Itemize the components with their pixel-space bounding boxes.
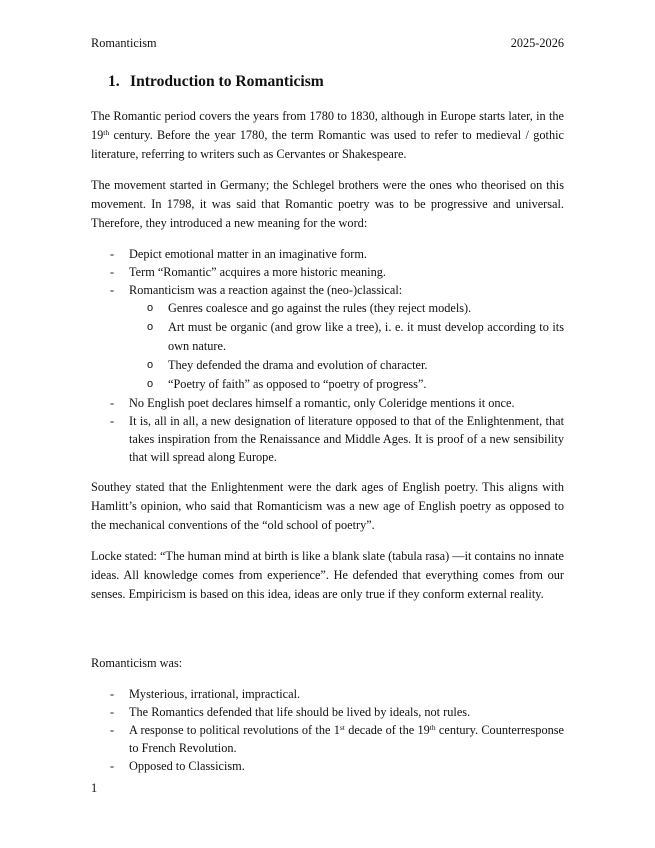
section-number: 1.	[108, 73, 120, 90]
sub-list-item	[129, 356, 564, 375]
document-body	[91, 107, 564, 787]
circle-bullet: o	[147, 321, 154, 333]
dash-bullet: -	[110, 283, 115, 297]
dash-bullet: -	[110, 687, 115, 701]
paragraph-text: century. Before the year 1780, the term Romantic was used to refer to medieval / gothic literature, referring to writers such as Cervantes or Shakespeare.	[91, 128, 564, 161]
superscript: th	[103, 128, 110, 137]
dash-bullet: -	[110, 247, 115, 261]
section-heading	[108, 73, 324, 91]
header-left: Romanticism	[91, 36, 157, 50]
dash-bullet: -	[110, 723, 115, 737]
list-item-text: Opposed to Classicism.	[129, 759, 245, 773]
circle-bullet: o	[147, 378, 154, 390]
sub-list-item	[129, 299, 564, 318]
bullet-list-meaning	[91, 245, 564, 466]
list-item-text: Genres coalesce and go against the rules (they reject models).	[168, 301, 472, 315]
list-item-text: decade of the 19	[344, 723, 430, 737]
paragraph-southey: Southey stated that the Enlightenment were the dark ages of English poetry. This aligns with Hamlitt’s opinion, who said that Romanticism was a new age of English poetry as opposed to the mechanical conventions of the “old school of poetry”.	[91, 480, 564, 532]
paragraph-romanticism-was: Romanticism was:	[91, 656, 183, 670]
list-item	[91, 721, 564, 757]
list-item-text: “Poetry of faith” as opposed to “poetry of progress”.	[168, 377, 427, 391]
dash-bullet: -	[110, 396, 115, 410]
list-item	[91, 281, 564, 394]
list-item	[91, 394, 564, 412]
superscript: th	[429, 723, 436, 732]
dash-bullet: -	[110, 265, 115, 279]
sub-list-item	[129, 318, 564, 356]
list-item-text: It is, all in all, a new designation of literature opposed to that of the Enlightenment, that takes inspiration from the Renaissance and Middle Ages. It is proof of a new sensibility that will spread along Europe.	[129, 414, 564, 464]
list-item-text: Romanticism was a reaction against the (neo-)classical:	[129, 283, 403, 297]
list-item	[91, 703, 564, 721]
paragraph-germany: The movement started in Germany; the Schlegel brothers were the ones who theorised on this movement. In 1798, it was said that Romantic poetry was to be progressive and universal. Therefore, they introduced a new meaning for the word:	[91, 178, 564, 230]
paragraph-text: The Romantic period covers the years from 1780 to 1830, although in Europe starts later, in the 19	[91, 109, 564, 142]
dash-bullet: -	[110, 705, 115, 719]
list-item-text: Art must be organic (and grow like a tree), i. e. it must develop according to its own nature.	[168, 320, 564, 353]
list-item-text: century. Counterresponse to French Revolution.	[129, 723, 564, 755]
list-item-text: No English poet declares himself a romantic, only Coleridge mentions it once.	[129, 396, 515, 410]
list-item	[91, 263, 564, 281]
list-item	[91, 757, 564, 775]
blank-space	[91, 616, 564, 654]
paragraph-intro	[91, 107, 564, 164]
header-right: 2025-2026	[510, 36, 564, 50]
section-title: Introduction to Romanticism	[130, 73, 324, 90]
dash-bullet: -	[110, 759, 115, 773]
list-item	[91, 412, 564, 466]
list-item-text: Mysterious, irrational, impractical.	[129, 687, 301, 701]
list-item	[91, 245, 564, 263]
list-item-text: They defended the drama and evolution of character.	[168, 358, 428, 372]
list-item-text: A response to political revolutions of the 1	[129, 723, 340, 737]
superscript: st	[339, 723, 345, 732]
list-item	[91, 685, 564, 703]
circle-bullet: o	[147, 359, 154, 371]
sub-list	[129, 299, 564, 394]
circle-bullet: o	[147, 302, 154, 314]
dash-bullet: -	[110, 414, 115, 428]
list-item-text: Depict emotional matter in an imaginative form.	[129, 247, 368, 261]
bullet-list-traits	[91, 685, 564, 775]
paragraph-locke: Locke stated: “The human mind at birth is like a blank slate (tabula rasa) —it contains no innate ideas. All knowledge comes from experience”. He defended that everything comes from our senses. Empiricism is based on this idea, ideas are only true if they conform external reality.	[91, 549, 564, 601]
page-number: 1	[91, 781, 98, 795]
list-item-text: Term “Romantic” acquires a more historic meaning.	[129, 265, 386, 279]
list-item-text: The Romantics defended that life should be lived by ideals, not rules.	[129, 705, 471, 719]
sub-list-item	[129, 375, 564, 394]
